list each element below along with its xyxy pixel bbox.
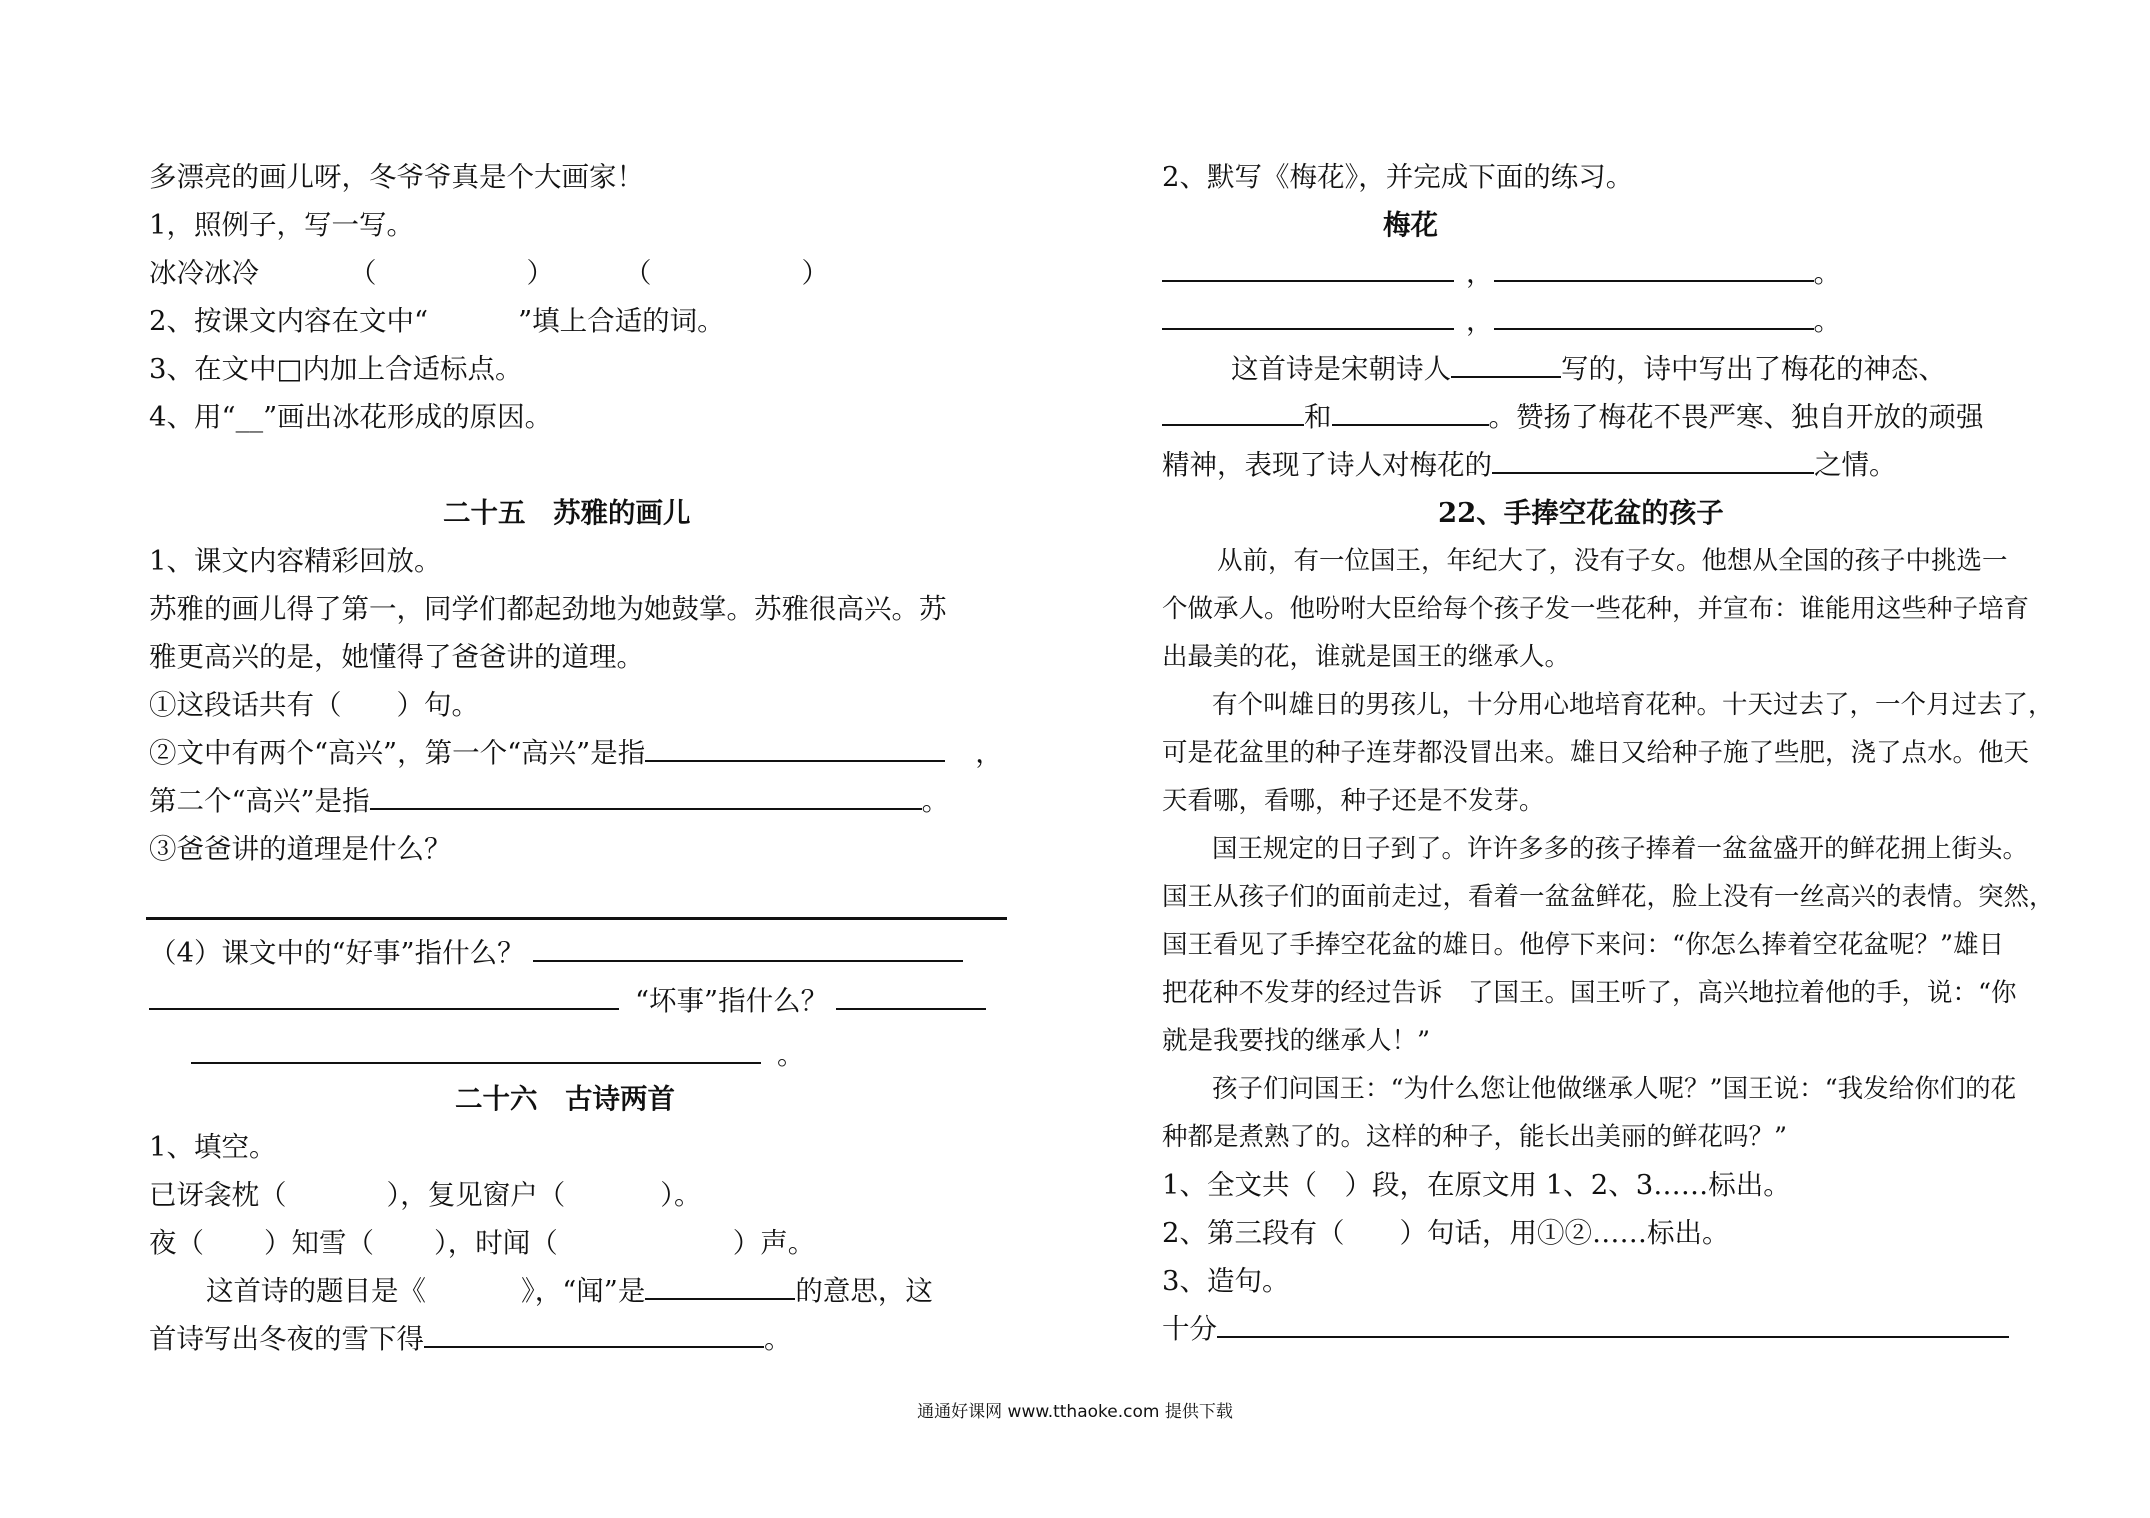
story-line: 天看哪，看哪，种子还是不发芽。 [1162,786,1545,816]
s25-question-4-text: （4）课文中的“好事”指什么？ [149,937,525,969]
punct: 。 [1813,257,1841,289]
s25-passage-line: 雅更高兴的是，她懂得了爸爸讲的道理。 [149,641,644,673]
punct: ， [1466,305,1494,337]
question-2 [149,302,725,340]
story-line: 个做承人。他吩咐大臣给每个孩子发一些花种，并宣布：谁能用这些种子培育 [1162,594,2030,624]
poem-question-text: 和 [1304,401,1332,433]
s25-item-1: ①这段话共有（ ）句。 [149,689,479,721]
punct: 。 [1813,305,1841,337]
question-4 [149,398,552,436]
punct: 。 [777,1039,805,1071]
s25-item-2-text: 第二个“高兴”是指 [149,785,370,817]
s26-passage-1 [206,1272,933,1310]
answer-blank[interactable] [645,734,945,762]
poem-fill-text: 已讶衾枕（ [149,1179,287,1211]
s26-line-1 [149,1176,702,1214]
blank-open: （ [349,257,377,289]
answer-blank[interactable] [191,1036,761,1064]
poem-fill-text: ），复见窗户（ [386,1179,566,1211]
punct: ， [1466,257,1494,289]
s26-passage-text: 首诗写出冬夜的雪下得 [149,1323,424,1355]
poem-question-line-3 [1162,446,1897,484]
answer-blank[interactable] [645,1272,795,1300]
answer-line [146,917,1007,920]
poem-question-text: 精神，表现了诗人对梅花的 [1162,449,1492,481]
question-1: 1，照例子，写一写。 [149,209,414,241]
question-2: 2、默写《梅花》，并完成下面的练习。 [1162,161,1634,193]
story-line: 可是花盆里的种子连芽都没冒出来。雄日又给种子施了些肥，浇了点水。他天 [1162,738,2030,768]
poem-fill-text: 夜（ [149,1227,204,1259]
story-line: 国王规定的日子到了。许许多多的孩子捧着一盆盆盛开的鲜花拥上街头。 [1212,834,2029,864]
footer-credit: 通通好课网 www.tthaoke.com 提供下载 [917,1402,1233,1422]
poem-question-text: 这首诗是宋朝诗人 [1231,353,1451,385]
answer-blank[interactable] [533,934,963,962]
answer-blank[interactable] [1494,302,1814,330]
story-question-1: 1、全文共（ ）段，在原文用 1、2、3……标出。 [1162,1169,1791,1201]
story-line: 就是我要找的继承人！” [1162,1026,1431,1056]
story-line: 国王从孩子们的面前走过，看着一盆盆鲜花，脸上没有一丝高兴的表情。突然， [1162,882,2055,912]
blank-close: ） [801,257,829,289]
poem-fill-text: ）知雪（ [264,1227,374,1259]
s26-passage-text: 这首诗的题目是《 [206,1275,426,1307]
s26-question-1: 1、填空。 [149,1131,277,1163]
section-title-26: 二十六 古诗两首 [455,1083,675,1115]
story-line: 把花种不发芽的经过告诉 了国王。国王听了，高兴地拉着他的手，说：“你 [1162,978,2017,1008]
example-row [149,254,829,292]
poem-title: 梅花 [1383,209,1438,241]
answer-blank[interactable] [1162,302,1454,330]
answer-blank[interactable] [370,782,922,810]
question-2-text-end: ”填上合适的词。 [518,305,725,337]
story-line: 出最美的花，谁就是国王的继承人。 [1162,642,1571,672]
poem-question-text: 。赞扬了梅花不畏严寒、独自开放的顽强 [1488,401,1984,433]
poem-question-text: 之情。 [1814,449,1897,481]
story-line: 种都是煮熟了的。这样的种子，能长出美丽的鲜花吗？” [1162,1122,1788,1152]
s26-passage-2 [149,1320,792,1358]
answer-blank[interactable] [1492,446,1814,474]
punct: 。 [764,1323,792,1355]
poem-question-text: 写的，诗中写出了梅花的神态、 [1561,353,1946,385]
answer-blank[interactable] [424,1320,764,1348]
answer-blank[interactable] [1217,1310,2009,1338]
s25-item-2-cont [149,782,949,820]
answer-blank[interactable] [836,982,986,1010]
poem-fill-text: ）。 [660,1179,702,1211]
s25-question-4-end [191,1036,805,1074]
answer-blank[interactable] [1162,254,1454,282]
s25-question-1: 1、课文内容精彩回放。 [149,545,442,577]
story-line: 国王看见了手捧空花盆的雄日。他停下来问：“你怎么捧着空花盆呢？”雄日 [1162,930,2005,960]
s26-line-2 [149,1224,815,1262]
passage-line: 多漂亮的画儿呀，冬爷爷真是个大画家！ [149,161,644,193]
poem-fill-text: ），时闻（ [434,1227,558,1259]
story-line: 有个叫雄日的男孩儿，十分用心地培育花种。十天过去了，一个月过去了， [1212,690,2054,720]
s25-question-4 [149,934,963,972]
question-4-text-end: ”画出冰花形成的原因。 [263,401,553,433]
sentence-prompt: 十分 [1162,1313,1217,1345]
punct: ， [975,737,1003,769]
underline-mark: __ [235,401,264,433]
s26-passage-text: 的意思，这 [795,1275,933,1307]
s25-question-4-text: “坏事”指什么？ [635,985,829,1017]
s26-passage-text: 》，“闻”是 [521,1275,646,1307]
poem-question-line-1 [1231,350,1946,388]
story-line: 从前，有一位国王，年纪大了，没有子女。他想从全国的孩子中挑选一 [1217,546,2008,576]
sentence-row [1162,1310,2009,1348]
question-2-text: 2、按课文内容在文中“ [149,305,429,337]
answer-blank[interactable] [1332,398,1489,426]
answer-blank[interactable] [1451,350,1561,378]
story-line: 孩子们问国王：“为什么您让他做继承人呢？”国王说：“我发给你们的花 [1212,1074,2017,1104]
answer-blank[interactable] [1162,398,1304,426]
answer-blank[interactable] [149,982,619,1010]
question-4-text: 4、用“ [149,401,236,433]
story-question-2: 2、第三段有（ ）句话，用①②……标出。 [1162,1217,1730,1249]
poem-line-2 [1162,302,1841,340]
section-title-22: 22、手捧空花盆的孩子 [1438,497,1724,529]
poem-question-line-2 [1162,398,1984,436]
s25-item-2 [149,734,1003,772]
blank-open: （ [624,257,652,289]
example-word: 冰冷冰冷 [149,257,259,289]
question-3: 3、在文中□内加上合适标点。 [149,353,523,385]
blank-close: ） [526,257,554,289]
s25-item-2-text: ②文中有两个“高兴”，第一个“高兴”是指 [149,737,646,769]
story-question-3: 3、造句。 [1162,1265,1290,1297]
punct: 。 [921,785,950,817]
answer-blank[interactable] [1494,254,1814,282]
poem-line-1 [1162,254,1841,292]
s25-question-4-cont [149,982,986,1020]
s25-passage-line: 苏雅的画儿得了第一，同学们都起劲地为她鼓掌。苏雅很高兴。苏 [149,593,947,625]
s25-item-3: ③爸爸讲的道理是什么？ [149,833,452,865]
section-title-25: 二十五 苏雅的画儿 [443,497,691,529]
poem-fill-text: ）声。 [732,1227,816,1259]
